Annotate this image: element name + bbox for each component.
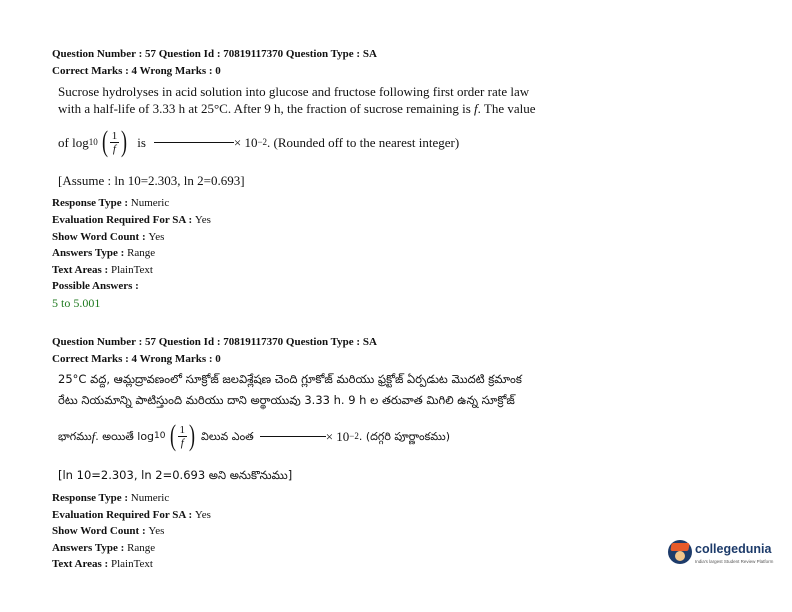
question-text: . (దగ్గరి పూర్ణాంకము) — [358, 429, 450, 443]
qid-value: 70819117370 — [223, 48, 284, 60]
assume-line — [58, 172, 245, 189]
field-response-type: Response Type : Numeric — [52, 492, 170, 504]
variable-f: f — [91, 428, 96, 444]
question-text: with a half-life of 3.33 h at 25°C. After 9 h, the fraction of sucrose remaining is — [58, 101, 475, 116]
field-show-word-count: Show Word Count : Yes — [52, 231, 165, 243]
variable-f: f — [474, 101, 478, 116]
question-text-line-2 — [58, 100, 536, 117]
question-header — [52, 335, 377, 349]
question-text: . The value — [477, 101, 536, 116]
field-text-areas: Text Areas : PlainText — [52, 558, 153, 570]
field-answers-type: Answers Type : Range — [52, 542, 156, 554]
field-evaluation-required: Evaluation Required For SA : Yes — [52, 214, 211, 226]
fraction-numerator: 1 — [179, 423, 185, 436]
fraction-denominator: f — [180, 436, 184, 449]
possible-answers-value: 5 to 5.001 — [52, 296, 101, 310]
fraction: ( $\frac{1}{f}$ ) — [101, 125, 128, 158]
question-text: 25°C వద్ద, ఆమ్లద్రావణంలో సూక్రోజ్ జలవిశ్లేషణ చెంది గ్లూకోజ్ మరియు ఫ్రక్టోజ్ ఏర్పడుట మొదటి క్రమాంక — [58, 372, 522, 386]
correct-marks-label: Correct Marks : — [52, 353, 129, 365]
logo-mascot-icon — [668, 540, 692, 564]
exponent: −2 — [257, 136, 268, 147]
telugu-question-line-3 — [58, 418, 450, 454]
log-text: . అయితే log — [95, 429, 155, 443]
qnum-label: Question Number : — [52, 336, 143, 348]
question-header — [52, 47, 377, 61]
question-text: . (Rounded off to the nearest integer) — [267, 134, 460, 150]
field-possible-answers: Possible Answers : — [52, 280, 139, 292]
question-text: is — [137, 134, 146, 150]
qid-value: 70819117370 — [223, 336, 284, 348]
fraction: ( $\frac{1}{f}$ ) — [169, 419, 195, 452]
qtype-label: Question Type : — [285, 336, 361, 348]
logo-tagline: India's largest Student Review Platform — [695, 559, 774, 564]
times-ten: × 10 — [233, 134, 258, 150]
question-text: రేటు నియమాన్ని పాటిస్తుంది మరియు దాని అర్థాయువు 3.33 h. 9 h ల తరువాత మిగిలి ఉన్న సూక్రోజ్ — [58, 393, 515, 407]
correct-marks-label: Correct Marks : — [52, 65, 129, 77]
exponent: −2 — [349, 430, 359, 441]
qid-label: Question Id : — [158, 48, 221, 60]
answer-blank — [260, 436, 326, 437]
wrong-marks-value: 0 — [215, 353, 221, 365]
collegedunia-logo — [668, 538, 774, 572]
qid-label: Question Id : — [158, 336, 221, 348]
question-text: Sucrose hydrolyses in acid solution into glucose and fructose following first order rate law — [58, 84, 530, 99]
correct-marks-value: 4 — [131, 353, 138, 365]
question-text: విలువ ఎంత — [201, 429, 254, 443]
qnum-value: 57 — [145, 336, 156, 348]
log-text: of log — [58, 134, 89, 150]
question-text: భాగము — [58, 429, 92, 443]
marks-line — [52, 352, 221, 366]
wrong-marks-value: 0 — [215, 65, 221, 77]
answer-blank — [154, 142, 234, 143]
assume-text: [ln 10=2.303, ln 2=0.693 అని అనుకొనుము] — [58, 468, 293, 482]
correct-marks-value: 4 — [131, 65, 138, 77]
qtype-label: Question Type : — [285, 48, 361, 60]
qnum-value: 57 — [145, 48, 156, 60]
field-response-type: Response Type : Numeric — [52, 197, 170, 209]
qtype-value: SA — [362, 48, 377, 60]
field-text-areas: Text Areas : PlainText — [52, 264, 153, 276]
qtype-value: SA — [362, 336, 377, 348]
question-text-line-3 — [58, 124, 459, 160]
fraction-numerator: 1 — [111, 129, 118, 142]
qnum-label: Question Number : — [52, 48, 143, 60]
assume-line — [58, 467, 292, 484]
times-ten: × 10 — [325, 428, 350, 444]
telugu-question-line-2 — [58, 392, 515, 409]
log-base: 10 — [154, 430, 166, 441]
field-show-word-count: Show Word Count : Yes — [52, 525, 165, 537]
wrong-marks-label: Wrong Marks : — [139, 65, 213, 77]
telugu-question-line-1 — [58, 371, 522, 388]
field-evaluation-required: Evaluation Required For SA : Yes — [52, 509, 211, 521]
field-answers-type: Answers Type : Range — [52, 247, 156, 259]
marks-line — [52, 64, 221, 78]
wrong-marks-label: Wrong Marks : — [139, 353, 213, 365]
assume-text: [Assume : ln 10=2.303, ln 2=0.693] — [58, 173, 245, 188]
fraction-denominator: f — [112, 142, 116, 155]
logo-wordmark: collegedunia — [695, 542, 772, 556]
log-base: 10 — [88, 136, 98, 147]
question-text-line-1 — [58, 83, 529, 100]
